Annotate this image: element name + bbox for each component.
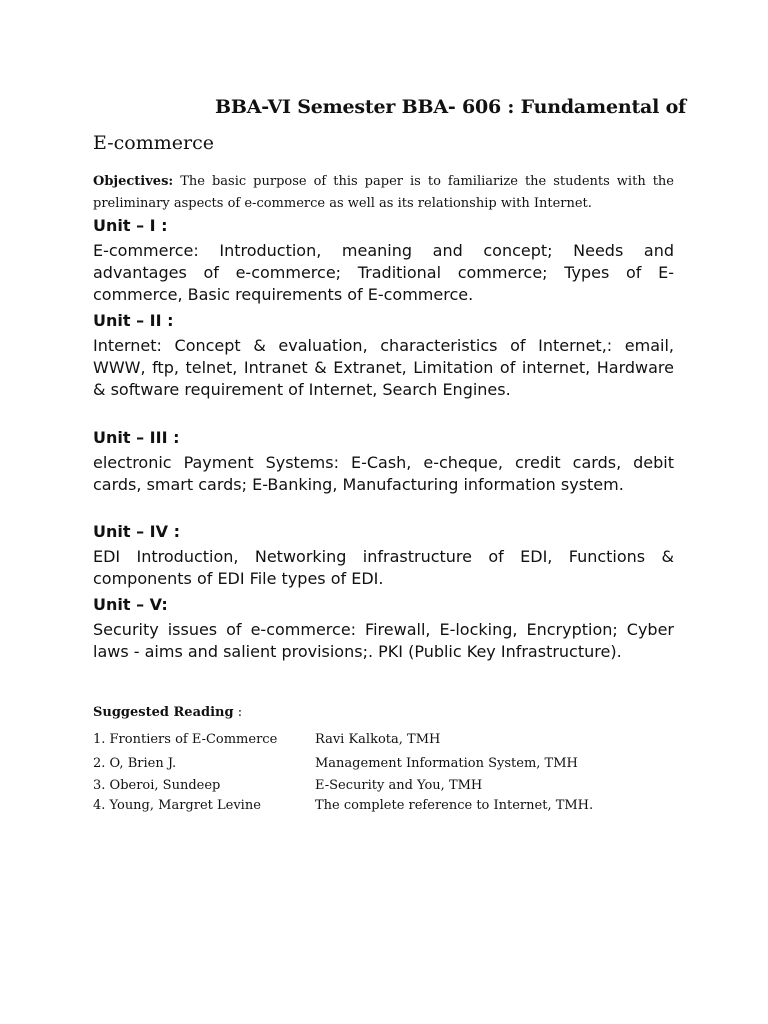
reference-author-publisher: Management Information System, TMH <box>315 756 578 771</box>
reference-title: 2. O, Brien J. <box>93 756 177 771</box>
document-title-line-1: BBA-VI Semester BBA- 606 : Fundamental of <box>215 96 687 118</box>
unit-2-body: Internet: Concept & evaluation, characteristics of Internet,: email, WWW, ftp, telnet, Intranet & Extranet, Limitation of internet, Hardware & software requirement of Internet, Search Engines. <box>93 336 674 399</box>
unit-3-heading: Unit – III : <box>93 428 180 447</box>
suggested-reading-colon: : <box>233 705 243 720</box>
objectives-paragraph <box>93 171 674 215</box>
suggested-reading-heading <box>93 705 242 720</box>
unit-1-body: E-commerce: Introduction, meaning and concept; Needs and advantages of e-commerce; Traditional commerce; Types of E-commerce, Basic requirements of E-commerce. <box>93 241 674 304</box>
objectives-label: Objectives: <box>93 174 174 189</box>
unit-4-heading: Unit – IV : <box>93 522 180 541</box>
reference-author-publisher: E-Security and You, TMH <box>315 778 483 793</box>
unit-5-body: Security issues of e-commerce: Firewall, E-locking, Encryption; Cyber laws - aims and salient provisions;. PKI (Public Key Infrastructure). <box>93 620 674 661</box>
unit-3-body: electronic Payment Systems: E-Cash, e-cheque, credit cards, debit cards, smart cards; E-Banking, Manufacturing information system. <box>93 453 674 494</box>
reference-author-publisher: Ravi Kalkota, TMH <box>315 732 441 747</box>
unit-2-heading: Unit – II : <box>93 311 174 330</box>
unit-5-heading: Unit – V: <box>93 595 168 614</box>
unit-4-body: EDI Introduction, Networking infrastructure of EDI, Functions & components of EDI File types of EDI. <box>93 547 674 588</box>
objectives-text: The basic purpose of this paper is to familiarize the students with the preliminary aspects of e-commerce as well as its relationship with Internet. <box>93 174 674 211</box>
reference-title: 4. Young, Margret Levine <box>93 798 261 813</box>
unit-1-heading: Unit – I : <box>93 216 168 235</box>
reference-author-publisher: The complete reference to Internet, TMH. <box>315 798 594 813</box>
document-title-line-2: E-commerce <box>93 132 214 154</box>
suggested-reading-label: Suggested Reading <box>93 705 234 720</box>
reference-title: 3. Oberoi, Sundeep <box>93 778 221 793</box>
reference-title: 1. Frontiers of E-Commerce <box>93 732 278 747</box>
